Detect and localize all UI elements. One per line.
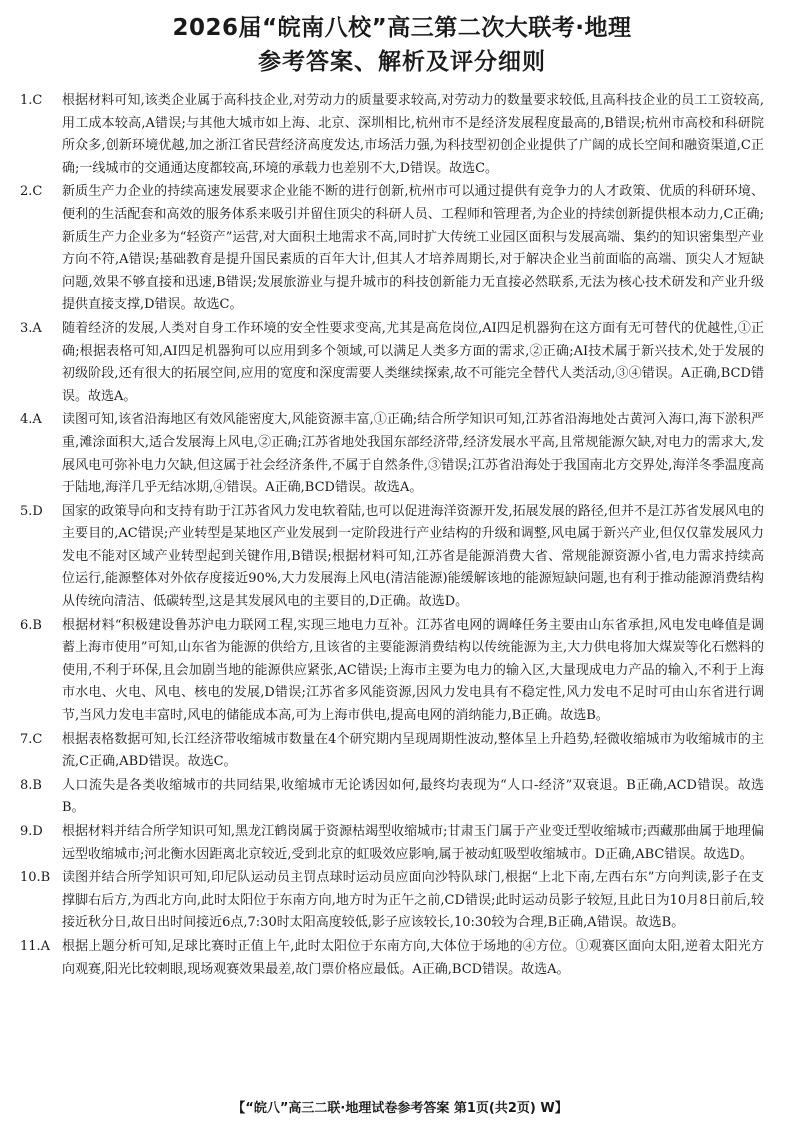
answer-number: 6.B bbox=[20, 617, 42, 633]
answer-number: 8.B bbox=[20, 777, 42, 793]
answer-item-8 bbox=[20, 775, 764, 820]
answer-item-10 bbox=[20, 867, 764, 935]
answer-item-5 bbox=[20, 501, 764, 614]
answer-number: 4.A bbox=[20, 412, 42, 428]
answer-number: 2.C bbox=[20, 184, 43, 200]
answer-number: 3.A bbox=[20, 320, 42, 336]
answer-explanation: 国家的政策导向和支持有助于江苏省风力发电软着陆,也可以促进海洋资源开发,拓展发展的路径,但并不是江苏省发展风电的主要目的,AC错误;产业转型是某地区产业发展到一定阶段进行产业结构的升级和调整,风电属于新兴产业,但仅仅靠发展风力发电不能对区域产业转型起到关键作用,B错误;根据材料可知,江苏省是能源消费大省、常规能源资源小省,电力需求持续高位运行,能源整体对外依存度接近90%,大力发展海上风电(清洁能源)能缓解该地的能源短缺问题,也有利于推动能源消费结构从传统向清洁、低碳转型,这是其发展风电的主要目的,D正确。故选D。 bbox=[62, 503, 764, 610]
answer-item-11 bbox=[20, 936, 764, 981]
answer-explanation: 新质生产力企业的持续高速发展要求企业能不断的进行创新,杭州市可以通过提供有竞争力的人才政策、优质的科研环境、便利的生活配套和高效的服务体系来吸引并留住顶尖的科研人员、工程师和管理者,为企业的持续创新提供根本动力,C正确;新质生产力企业多为“轻资产”运营,对大面积土地需求不高,同时扩大传统工业园区面积与发展高端、集约的知识密集型产业方向不符,A错误;基础教育是提升国民素质的百年大计,但其人才培养周期长,对于解决企业当前面临的高端、顶尖人才短缺问题,效果不够直接和迅速,B错误;发展旅游业与提升城市的科技创新能力无直接必然联系,无法为核心技术研发和产业升级提供直接支撑,D错误。故选C。 bbox=[62, 184, 764, 313]
answer-item-3 bbox=[20, 318, 764, 408]
answer-item-9 bbox=[20, 821, 764, 866]
document-subtitle: 参考答案、解析及评分细则 bbox=[258, 49, 546, 75]
answer-explanation: 读图可知,该省沿海地区有效风能密度大,风能资源丰富,①正确;结合所学知识可知,江苏省沿海地处古黄河入海口,海下淤积严重,滩涂面积大,适合发展海上风电,②正确;江苏省地处我国东部经济带,经济发展水平高,且常规能源欠缺,对电力的需求大,发展风电可弥补电力欠缺,但这属于社会经济条件,不属于自然条件,③错误;江苏省沿海处于我国南北方交界处,海洋冬季温度高于陆地,海洋几乎无结冰期,④错误。A正确,BCD错误。故选A。 bbox=[62, 412, 764, 496]
answer-number: 11.A bbox=[20, 938, 51, 954]
answer-explanation: 人口流失是各类收缩城市的共同结果,收缩城市无论诱因如何,最终均表现为“人口-经济”双衰退。B正确,ACD错误。故选B。 bbox=[62, 777, 764, 816]
answer-number: 1.C bbox=[20, 93, 43, 108]
answer-item-6 bbox=[20, 615, 764, 728]
answer-list bbox=[20, 90, 764, 981]
answer-number: 9.D bbox=[20, 824, 43, 839]
answer-explanation: 根据上题分析可知,足球比赛时正值上午,此时太阳位于东南方向,大体位于场地的④方位。①观赛区面向太阳,逆着太阳光方向观赛,阳光比较刺眼,现场观赛效果最差,故门票价格应最低。A正确,BCD错误。故选A。 bbox=[62, 938, 764, 977]
answer-number: 7.C bbox=[20, 731, 43, 747]
answer-explanation: 根据材料并结合所学知识可知,黑龙江鹤岗属于资源枯竭型收缩城市;甘肃玉门属于产业变迁型收缩城市;西藏那曲属于地理偏远型收缩城市;河北衡水因距离北京较近,受到北京的虹吸效应影响,属于被动虹吸型收缩城市。D正确,ABC错误。故选D。 bbox=[62, 824, 764, 862]
answer-explanation: 随着经济的发展,人类对自身工作环境的安全性要求变高,尤其是高危岗位,AI四足机器狗在这方面有无可替代的优越性,①正确;根据表格可知,AI四足机器狗可以应用到多个领域,可以满足人类多方面的需求,②正确;AI技术属于新兴技术,处于发展的初级阶段,还有很大的拓展空间,应用的宽度和深度需要人类继续探索,故不可能完全替代人类活动,③④错误。A正确,BCD错误。故选A。 bbox=[62, 320, 764, 404]
answer-explanation: 根据表格数据可知,长江经济带收缩城市数量在4个研究期内呈现周期性波动,整体呈上升趋势,轻微收缩城市为收缩城市的主流,C正确,ABD错误。故选C。 bbox=[62, 731, 764, 770]
answer-item-7 bbox=[20, 729, 764, 774]
page-footer: 【“皖八”高三二联·地理试卷参考答案 第1页(共2页) W】 bbox=[232, 1101, 568, 1116]
answer-item-4 bbox=[20, 409, 764, 499]
answer-number: 10.B bbox=[20, 870, 51, 886]
exam-title: 2026届“皖南八校”高三第二次大联考·地理 bbox=[172, 15, 632, 41]
answer-explanation: 根据材料“积极建设鲁苏沪电力联网工程,实现三地电力互补。江苏省电网的调峰任务主要由山东省承担,风电发电峰值是调蓄上海市使用”可知,山东省为能源的供给方,且该省的主要能源消费结构以传统能源为主,大力供电将加大煤炭等化石燃料的使用,不利于环保,且会加剧当地的能源供应紧张,AC错误;上海市主要为电力的输入区,大量现成电力产品的输入,不利于上海市水电、火电、风电、核电的发展,D错误;江苏省多风能资源,因风力发电具有不稳定性,风力发电不足时可由山东省进行调节,当风力发电丰富时,风电的储能成本高,可为上海市供电,提高电网的消纳能力,B正确。故选B。 bbox=[62, 617, 764, 724]
answer-item-2 bbox=[20, 181, 764, 317]
answer-number: 5.D bbox=[20, 503, 43, 519]
answer-item-1 bbox=[20, 90, 764, 180]
answer-explanation: 读图并结合所学知识可知,印尼队运动员主罚点球时运动员应面向沙特队球门,根据“上北下南,左西右东”方向判读,影子在支撑脚右后方,为西北方向,此时太阳位于东南方向,地方时为正午之前,CD错误;此时运动员影子较短,且此日为10月8日前后,较接近秋分日,故日出时间接近6点,7:30时太阳高度较低,影子应该较长,10:30较为合理,B正确,A错误。故选B。 bbox=[62, 870, 764, 931]
answer-explanation: 根据材料可知,该类企业属于高科技企业,对劳动力的质量要求较高,对劳动力的数量要求较低,且高科技企业的员工工资较高,用工成本较高,A错误;与其他大城市如上海、北京、深圳相比,杭州市不是经济发展程度最高的,B错误;杭州市高校和科研院所众多,创新环境优越,加之浙江省民营经济高度发达,市场活力强,为科技型初创企业提供了广阔的成长空间和融资渠道,C正确;一线城市的交通通达度都较高,环境的承载力也差别不大,D错误。故选C。 bbox=[62, 93, 764, 176]
